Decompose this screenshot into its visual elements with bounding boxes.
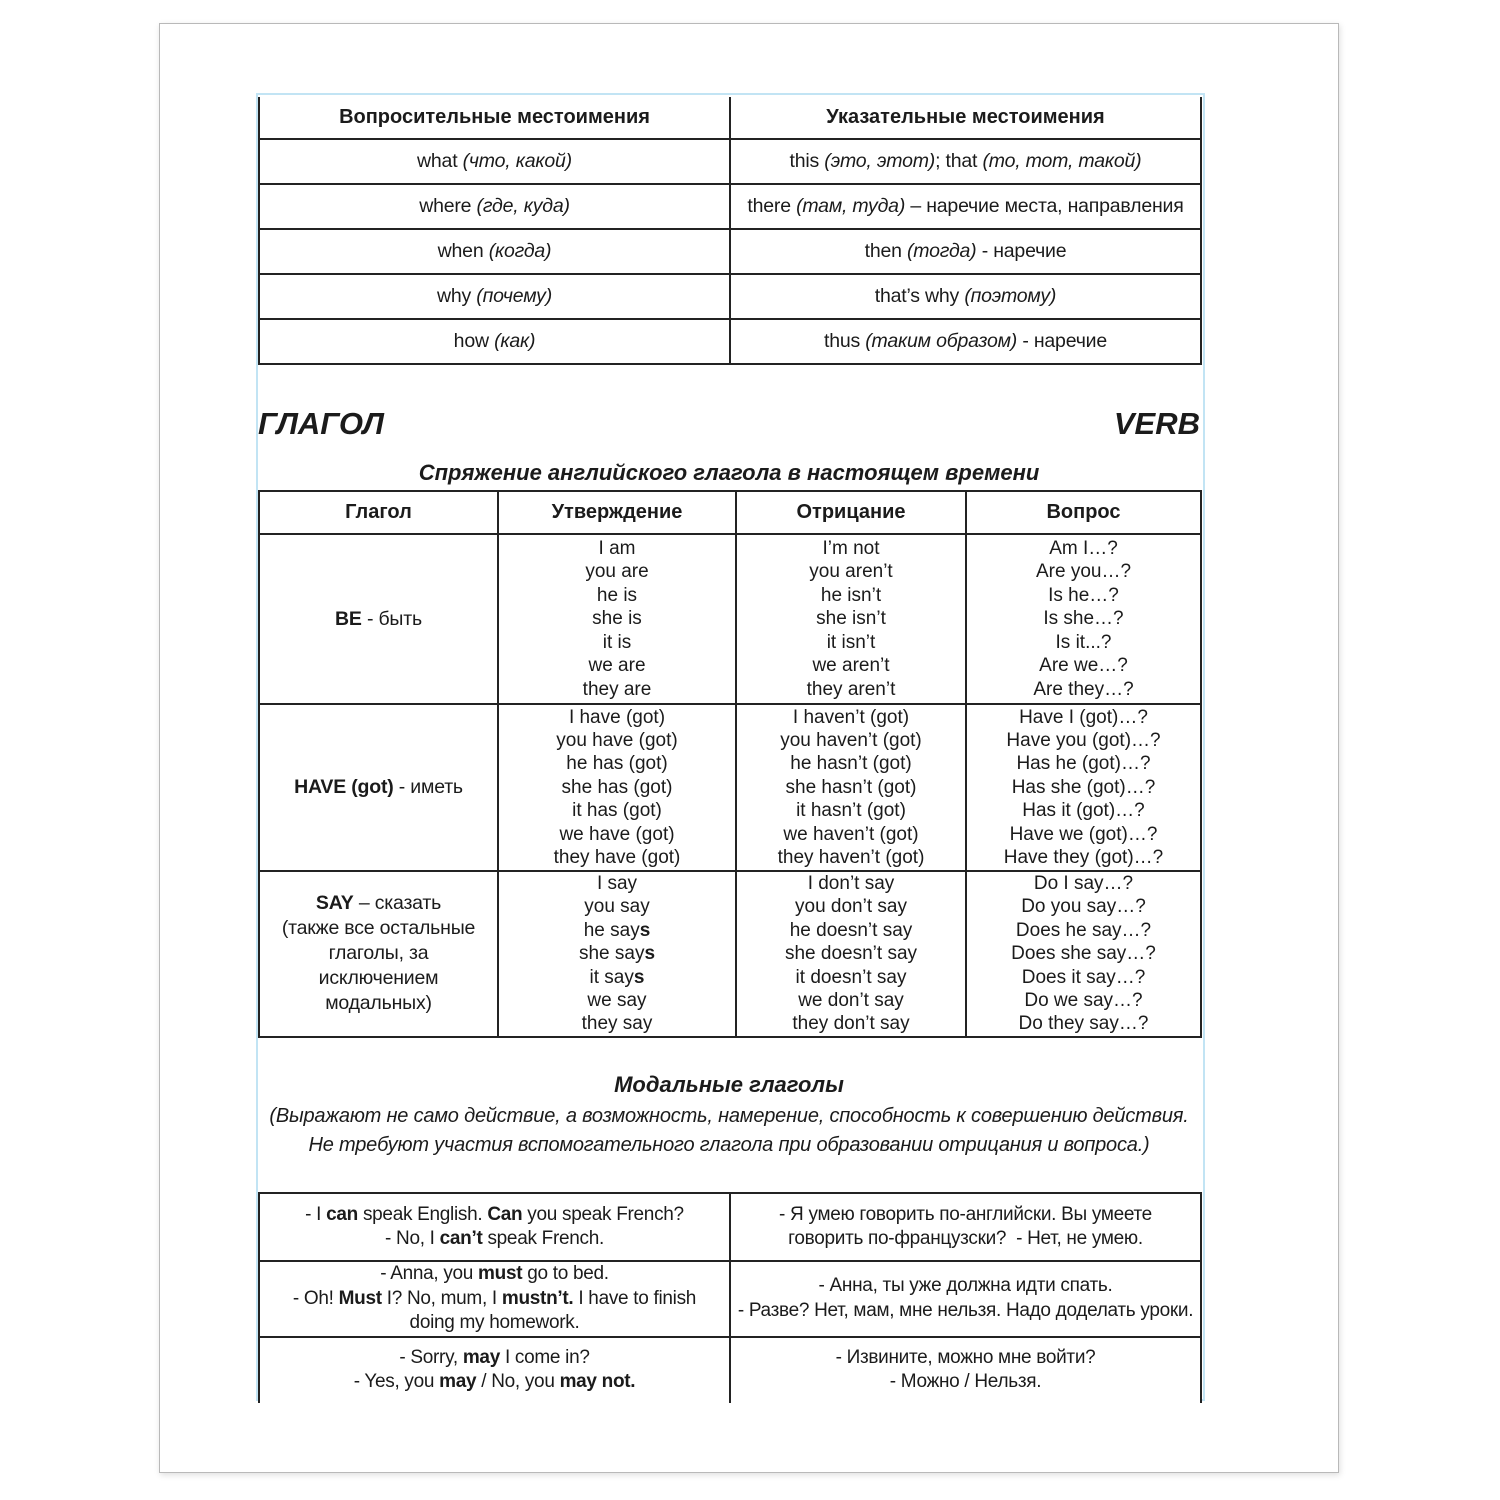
- example-line: - Anna, you must go to bed.: [380, 1263, 609, 1284]
- pronoun-cell: there (там, туда) – наречие места, направления: [730, 184, 1201, 229]
- cell-lines: [505, 872, 729, 1036]
- conjugation-cell: [498, 704, 736, 871]
- cell-line: he is: [596, 584, 638, 606]
- conjugation-table: [258, 490, 1202, 1038]
- example-line: - Sorry, may I come in?: [399, 1346, 590, 1368]
- pronoun-header-cell: Вопросительные местоимения: [259, 97, 730, 139]
- cell-line: he doesn’t say: [789, 919, 913, 941]
- table-row: [259, 1337, 1201, 1403]
- conjugation-cell: [966, 871, 1201, 1037]
- cell-line: I say: [596, 873, 638, 894]
- pronoun-cell: when (когда): [259, 229, 730, 274]
- example-line: doing my homework.: [409, 1312, 580, 1333]
- cell-line: Is it...?: [1055, 631, 1112, 653]
- conjugation-header-cell: Вопрос: [966, 491, 1201, 534]
- cell-line: Does he say…?: [1015, 919, 1152, 941]
- pronoun-cell: thus (таким образом) - наречие: [730, 319, 1201, 364]
- cell-lines: [505, 537, 729, 701]
- cell-lines: [743, 872, 959, 1036]
- pronoun-cell: this (это, этот); that (то, тот, такой): [730, 139, 1201, 184]
- table-row: [259, 1261, 1201, 1337]
- cell-line: they have (got): [553, 847, 681, 869]
- modal-example-cell-ru: [730, 1193, 1201, 1261]
- conjugation-cell: [498, 871, 736, 1037]
- cell-line: we are: [588, 655, 646, 677]
- cell-line: Are we…?: [1039, 655, 1128, 677]
- cell-line: she says: [578, 943, 656, 965]
- example-line: - No, I can’t speak French.: [385, 1228, 604, 1249]
- cell-line: we haven’t (got): [783, 823, 919, 845]
- example-line: - Oh! Must I? No, mum, I mustn’t. I have to finish: [292, 1287, 697, 1309]
- conjugation-cell: [736, 871, 966, 1037]
- modal-example-cell-en: [259, 1261, 730, 1337]
- cell-line: it doesn’t say: [795, 966, 907, 988]
- pronoun-cell: what (что, какой): [259, 139, 730, 184]
- cell-line: Have they (got)…?: [1003, 847, 1164, 869]
- conjugation-header-cell: Отрицание: [736, 491, 966, 534]
- cell-line: it says: [589, 966, 645, 988]
- cell-line: исключением: [318, 967, 439, 990]
- cell-line: he says: [583, 919, 651, 941]
- table-row: [259, 184, 1201, 229]
- cell-line: you aren’t: [809, 561, 893, 583]
- conjugation-verb-cell: [259, 534, 498, 704]
- cell-line: Am I…?: [1049, 538, 1118, 560]
- cell-line: (также все остальные: [281, 917, 476, 940]
- cell-line: he has (got): [566, 753, 668, 775]
- example-line: - Можно / Нельзя.: [889, 1371, 1042, 1392]
- cell-line: Does she say…?: [1011, 943, 1156, 965]
- modal-verbs-note: [258, 1102, 1200, 1159]
- cell-line: Do you say…?: [1021, 896, 1146, 918]
- modal-examples-table: [258, 1192, 1202, 1403]
- cell-line: I don’t say: [807, 873, 895, 894]
- pronoun-cell: why (почему): [259, 274, 730, 319]
- example-line: - Я умею говорить по-английски. Вы умеете: [779, 1203, 1152, 1225]
- cell-lines: [266, 607, 491, 632]
- cell-line: Has it (got)…?: [1022, 800, 1145, 822]
- pronoun-cell: where (где, куда): [259, 184, 730, 229]
- cell-line: it has (got): [572, 800, 662, 822]
- cell-line: he isn’t: [820, 584, 882, 606]
- cell-line: Are they…?: [1033, 678, 1134, 700]
- cell-line: Do I say…?: [1033, 873, 1134, 894]
- cell-line: she is: [592, 608, 642, 630]
- cell-line: it is: [602, 631, 632, 653]
- cell-line: Do we say…?: [1024, 990, 1143, 1012]
- cell-line: Are you…?: [1035, 561, 1132, 583]
- cell-line: it isn’t: [826, 631, 876, 653]
- conjugation-cell: [966, 534, 1201, 704]
- pronoun-table: [258, 97, 1202, 365]
- example-line: - Извините, можно мне войти?: [835, 1346, 1096, 1368]
- cell-line: they say: [581, 1013, 653, 1035]
- cell-lines: [973, 872, 1194, 1036]
- cell-lines: [743, 537, 959, 701]
- cell-line: Have we (got)…?: [1009, 823, 1158, 845]
- cell-line: BE - быть: [335, 607, 422, 630]
- cell-line: they don’t say: [792, 1013, 910, 1035]
- cell-line: Has she (got)…?: [1011, 776, 1156, 798]
- cell-line: we say: [587, 990, 647, 1012]
- modal-example-cell-en: [259, 1337, 730, 1403]
- table-row: [259, 871, 1201, 1037]
- cell-line: глаголы, за: [328, 942, 429, 965]
- cell-line: they aren’t: [806, 678, 896, 700]
- cell-line: she has (got): [561, 776, 673, 798]
- cell-line: you don’t say: [795, 896, 907, 918]
- conjugation-cell: [736, 704, 966, 871]
- modal-verbs-title: Модальные глаголы: [614, 1072, 844, 1097]
- table-row: [259, 1193, 1201, 1261]
- cell-lines: [743, 706, 959, 870]
- example-line: - Yes, you may / No, you may not.: [353, 1371, 636, 1392]
- cell-line: I have (got): [568, 706, 666, 728]
- pronoun-cell: that’s why (поэтому): [730, 274, 1201, 319]
- cell-lines: [973, 537, 1194, 701]
- modal-note-line: (Выражают не само действие, а возможность, намерение, способность к совершению действия.: [269, 1105, 1189, 1127]
- cell-lines: [266, 891, 491, 1016]
- cell-line: Have I (got)…?: [1019, 706, 1148, 728]
- pronoun-cell: how (как): [259, 319, 730, 364]
- conjugation-subtitle: Спряжение английского глагола в настоящем времени: [418, 460, 1040, 485]
- section-title-en: VERB: [1113, 406, 1200, 441]
- page: [159, 23, 1339, 1473]
- modal-example-cell-en: [259, 1193, 730, 1261]
- conjugation-verb-cell: [259, 871, 498, 1037]
- section-title-ru: ГЛАГОЛ: [258, 406, 384, 441]
- cell-line: you say: [584, 896, 650, 918]
- cell-line: we have (got): [559, 823, 675, 845]
- cell-line: SAY – сказать: [315, 892, 442, 915]
- cell-line: she doesn’t say: [784, 943, 918, 965]
- cell-line: Have you (got)…?: [1006, 729, 1161, 751]
- example-line: - Анна, ты уже должна идти спать.: [818, 1275, 1113, 1297]
- cell-line: she hasn’t (got): [785, 776, 917, 798]
- table-row: [259, 534, 1201, 704]
- cell-line: you haven’t (got): [780, 729, 922, 751]
- table-row: [259, 319, 1201, 364]
- cell-line: they haven’t (got): [777, 847, 925, 869]
- cell-line: Do they say…?: [1018, 1013, 1149, 1035]
- cell-line: I am: [598, 538, 636, 560]
- pronoun-header-cell: Указательные местоимения: [730, 97, 1201, 139]
- cell-line: we don’t say: [798, 990, 904, 1012]
- conjugation-cell: [736, 534, 966, 704]
- example-line: говорить по-французски? - Нет, не умею.: [788, 1228, 1143, 1249]
- cell-lines: [973, 706, 1194, 870]
- cell-line: you have (got): [556, 729, 678, 751]
- cell-line: we aren’t: [812, 655, 890, 677]
- modal-example-cell-ru: [730, 1337, 1201, 1403]
- cell-lines: [266, 775, 491, 800]
- conjugation-header-cell: Глагол: [259, 491, 498, 534]
- cell-line: I haven’t (got): [792, 706, 910, 728]
- table-row: [259, 704, 1201, 871]
- verb-section-heading: [258, 405, 1200, 443]
- cell-line: they are: [582, 678, 652, 700]
- cell-line: you are: [585, 561, 649, 583]
- cell-line: I’m not: [822, 538, 880, 560]
- conjugation-verb-cell: [259, 704, 498, 871]
- table-row: [259, 139, 1201, 184]
- conjugation-cell: [498, 534, 736, 704]
- table-row: [259, 491, 1201, 534]
- modal-note-line: Не требуют участия вспомогательного глагола при образовании отрицания и вопроса.): [308, 1133, 1150, 1156]
- cell-line: Does it say…?: [1021, 966, 1146, 988]
- example-line: - I can speak English. Can you speak French?: [305, 1203, 684, 1225]
- conjugation-header-cell: Утверждение: [498, 491, 736, 534]
- cell-line: Is she…?: [1043, 608, 1124, 630]
- conjugation-cell: [966, 704, 1201, 871]
- cell-lines: [505, 706, 729, 870]
- table-row: [259, 97, 1201, 139]
- cell-line: it hasn’t (got): [796, 800, 906, 822]
- pronoun-cell: then (тогда) - наречие: [730, 229, 1201, 274]
- modal-example-cell-ru: [730, 1261, 1201, 1337]
- cell-line: she isn’t: [816, 608, 886, 630]
- table-row: [259, 229, 1201, 274]
- cell-line: HAVE (got) - иметь: [294, 776, 463, 798]
- cell-line: модальных): [325, 992, 432, 1015]
- example-line: - Разве? Нет, мам, мне нельзя. Надо доделать уроки.: [737, 1299, 1194, 1321]
- table-row: [259, 274, 1201, 319]
- cell-line: Has he (got)…?: [1016, 753, 1151, 775]
- cell-line: he hasn’t (got): [790, 753, 912, 775]
- cell-line: Is he…?: [1048, 584, 1119, 606]
